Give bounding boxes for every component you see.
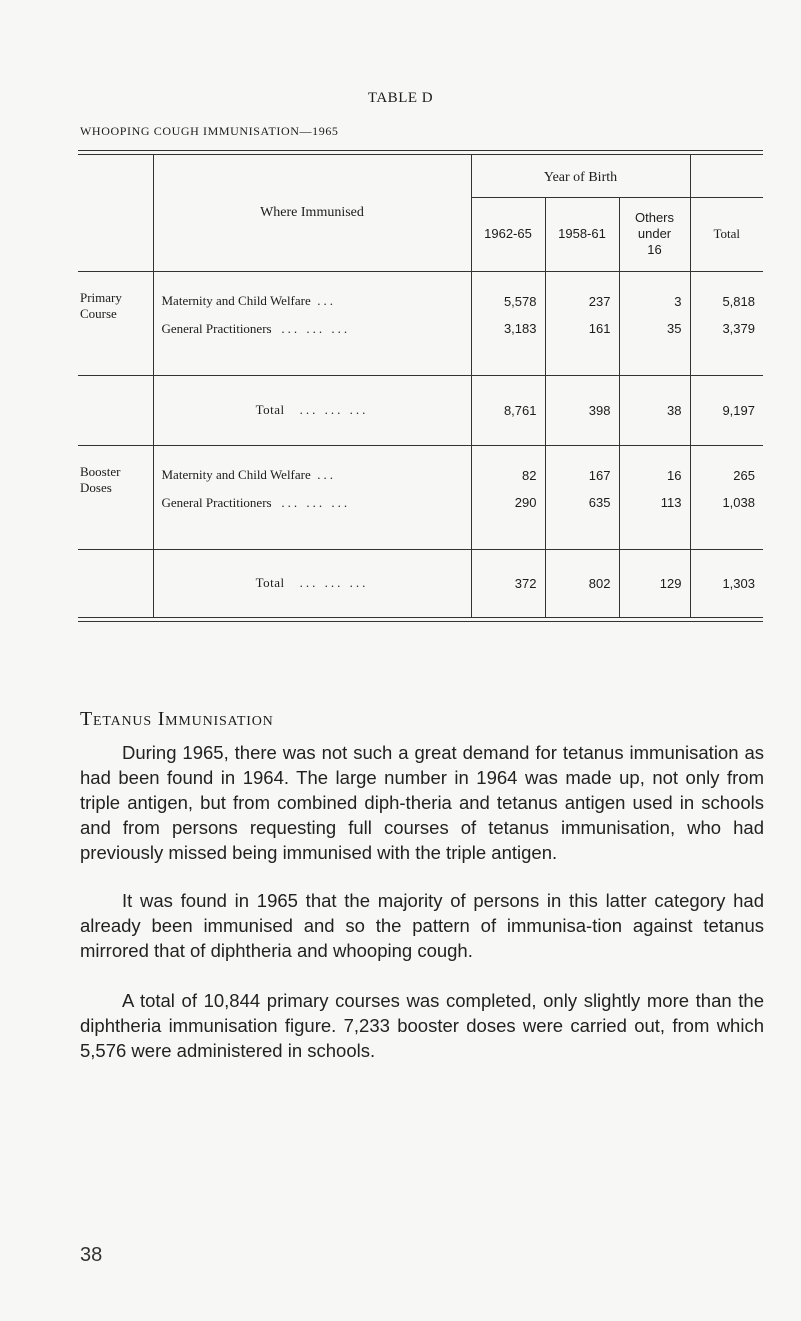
paragraph-2: It was found in 1965 that the majority of persons in this latter category had already been immunised and so the pattern of immunisa-tion against tetanus mirrored that of diphtheria and whooping cough.: [80, 890, 764, 961]
paragraph-1: During 1965, there was not such a great demand for tetanus immunisation as had been found in 1964. The large number in 1964 was made up, not only from triple antigen, but from combined diph-theria and tetanus antigen used in schools and from persons requesting full courses of tetanus immunisation, who had previously missed being immunised with the triple antigen.: [80, 742, 764, 863]
cell: 1,038: [690, 491, 763, 549]
table-title: TABLE D: [367, 90, 434, 106]
year-of-birth-header: Year of Birth: [471, 155, 690, 197]
table-row: [78, 271, 763, 317]
row-label: Maternity and Child Welfare ...: [153, 271, 471, 317]
immunisation-table: [78, 150, 763, 622]
cell: 5,578: [471, 271, 545, 317]
cell: 237: [545, 271, 619, 317]
page-number: 38: [80, 1244, 103, 1266]
cell: 8,761: [471, 375, 545, 445]
table-row: [78, 317, 763, 375]
cell: 161: [545, 317, 619, 375]
cell: 129: [619, 549, 690, 617]
cell: 16: [619, 445, 690, 491]
cell: 38: [619, 375, 690, 445]
cell: 802: [545, 549, 619, 617]
cell: 290: [471, 491, 545, 549]
group-label-booster: Booster Doses: [78, 445, 153, 549]
col-header-others-under-16: Others under 16: [619, 197, 690, 271]
col-header-1958-61: 1958-61: [545, 197, 619, 271]
total-label: Total ... ... ...: [153, 549, 471, 617]
cell: 3,379: [690, 317, 763, 375]
group-label-primary: Primary Course: [78, 271, 153, 375]
row-label: General Practitioners ... ... ...: [153, 317, 471, 375]
row-label: General Practitioners ... ... ...: [153, 491, 471, 549]
cell: 3: [619, 271, 690, 317]
cell: 265: [690, 445, 763, 491]
section-heading: Tetanus Immunisation: [80, 708, 274, 730]
cell: 35: [619, 317, 690, 375]
cell: 1,303: [690, 549, 763, 617]
cell: 82: [471, 445, 545, 491]
cell: 9,197: [690, 375, 763, 445]
row-label: Maternity and Child Welfare ...: [153, 445, 471, 491]
table-row: [78, 491, 763, 549]
total-label: Total ... ... ...: [153, 375, 471, 445]
cell: 398: [545, 375, 619, 445]
cell: 635: [545, 491, 619, 549]
where-immunised-header: Where Immunised: [153, 155, 471, 271]
table-row-total: [78, 375, 763, 445]
table-subtitle: WHOOPING COUGH IMMUNISATION—1965: [80, 124, 339, 138]
col-header-1962-65: 1962-65: [471, 197, 545, 271]
col-header-total: Total: [690, 197, 763, 271]
table-row-total: [78, 549, 763, 617]
cell: 113: [619, 491, 690, 549]
cell: 167: [545, 445, 619, 491]
cell: 5,818: [690, 271, 763, 317]
paragraph-3: A total of 10,844 primary courses was completed, only slightly more than the diphtheria immunisation figure. 7,233 booster doses were carried out, from which 5,576 were administered in schools.: [80, 990, 764, 1061]
cell: 3,183: [471, 317, 545, 375]
cell: 372: [471, 549, 545, 617]
table-row: [78, 445, 763, 491]
table-bottom-rule: [78, 617, 763, 622]
